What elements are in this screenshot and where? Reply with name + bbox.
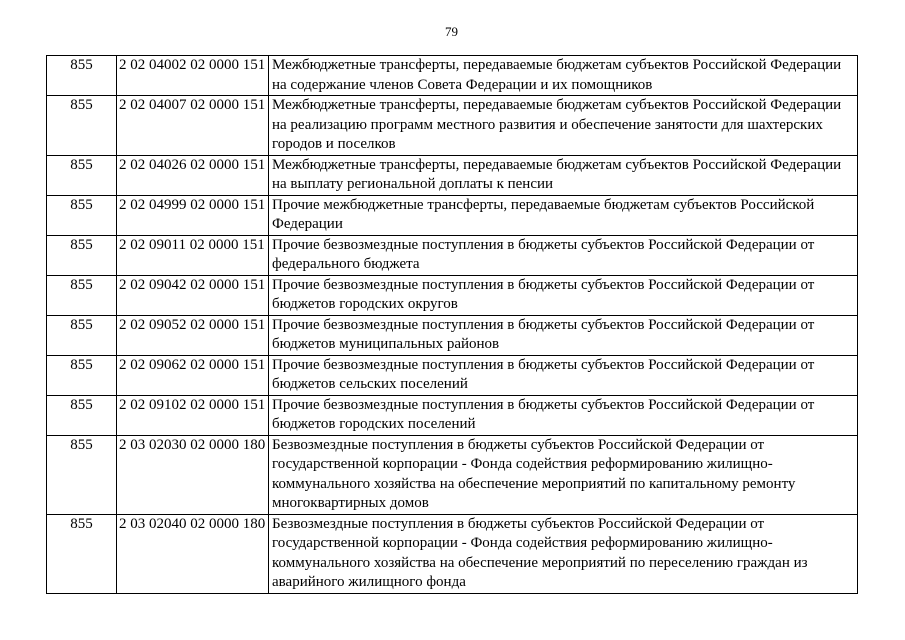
income-name-cell: Прочие межбюджетные трансферты, передаваемые бюджетам субъектов Российской Федерации	[269, 195, 858, 235]
income-name-cell: Межбюджетные трансферты, передаваемые бюджетам субъектов Российской Федерации на содержание членов Совета Федерации и их помощников	[269, 56, 858, 96]
kbk-code-cell: 2 02 04007 02 0000 151	[117, 96, 269, 156]
admin-code-cell: 855	[47, 56, 117, 96]
admin-code-cell: 855	[47, 195, 117, 235]
income-name-cell: Прочие безвозмездные поступления в бюджеты субъектов Российской Федерации от федерального бюджета	[269, 235, 858, 275]
admin-code-cell: 855	[47, 235, 117, 275]
income-name-cell: Межбюджетные трансферты, передаваемые бюджетам субъектов Российской Федерации на выплату региональной доплаты к пенсии	[269, 155, 858, 195]
table-row	[47, 435, 858, 514]
kbk-code-cell: 2 02 09102 02 0000 151	[117, 395, 269, 435]
admin-code-cell: 855	[47, 155, 117, 195]
income-name-cell: Безвозмездные поступления в бюджеты субъектов Российской Федерации от государственной корпорации - Фонда содействия реформированию жилищно- коммунального хозяйства на обеспечение мероприятий по капитальному ремонту многоквартирных домов	[269, 435, 858, 514]
admin-code-cell: 855	[47, 435, 117, 514]
page-number: 79	[445, 24, 458, 39]
admin-code-cell: 855	[47, 96, 117, 156]
table-row	[47, 275, 858, 315]
income-name-cell: Прочие безвозмездные поступления в бюджеты субъектов Российской Федерации от бюджетов городских поселений	[269, 395, 858, 435]
table-row	[47, 514, 858, 593]
kbk-code-cell: 2 02 04026 02 0000 151	[117, 155, 269, 195]
kbk-code-cell: 2 02 09042 02 0000 151	[117, 275, 269, 315]
budget-classification-table	[46, 55, 858, 594]
kbk-code-cell: 2 02 09011 02 0000 151	[117, 235, 269, 275]
income-name-cell: Прочие безвозмездные поступления в бюджеты субъектов Российской Федерации от бюджетов сельских поселений	[269, 355, 858, 395]
kbk-code-cell: 2 02 09062 02 0000 151	[117, 355, 269, 395]
table-row	[47, 96, 858, 156]
kbk-code-cell: 2 03 02030 02 0000 180	[117, 435, 269, 514]
kbk-code-cell: 2 02 04999 02 0000 151	[117, 195, 269, 235]
table-row	[47, 56, 858, 96]
table-row	[47, 355, 858, 395]
table-row	[47, 315, 858, 355]
income-name-cell: Прочие безвозмездные поступления в бюджеты субъектов Российской Федерации от бюджетов городских округов	[269, 275, 858, 315]
admin-code-cell: 855	[47, 514, 117, 593]
admin-code-cell: 855	[47, 395, 117, 435]
table-row	[47, 195, 858, 235]
income-name-cell: Прочие безвозмездные поступления в бюджеты субъектов Российской Федерации от бюджетов муниципальных районов	[269, 315, 858, 355]
income-name-cell: Межбюджетные трансферты, передаваемые бюджетам субъектов Российской Федерации на реализацию программ местного развития и обеспечение занятости для шахтерских городов и поселков	[269, 96, 858, 156]
table-row	[47, 155, 858, 195]
table-row	[47, 395, 858, 435]
kbk-code-cell: 2 03 02040 02 0000 180	[117, 514, 269, 593]
table-row	[47, 235, 858, 275]
admin-code-cell: 855	[47, 275, 117, 315]
admin-code-cell: 855	[47, 315, 117, 355]
kbk-code-cell: 2 02 04002 02 0000 151	[117, 56, 269, 96]
kbk-code-cell: 2 02 09052 02 0000 151	[117, 315, 269, 355]
admin-code-cell: 855	[47, 355, 117, 395]
income-name-cell: Безвозмездные поступления в бюджеты субъектов Российской Федерации от государственной корпорации - Фонда содействия реформированию жилищно- коммунального хозяйства на обеспечение мероприятий по переселению граждан из аварийного жилищного фонда	[269, 514, 858, 593]
